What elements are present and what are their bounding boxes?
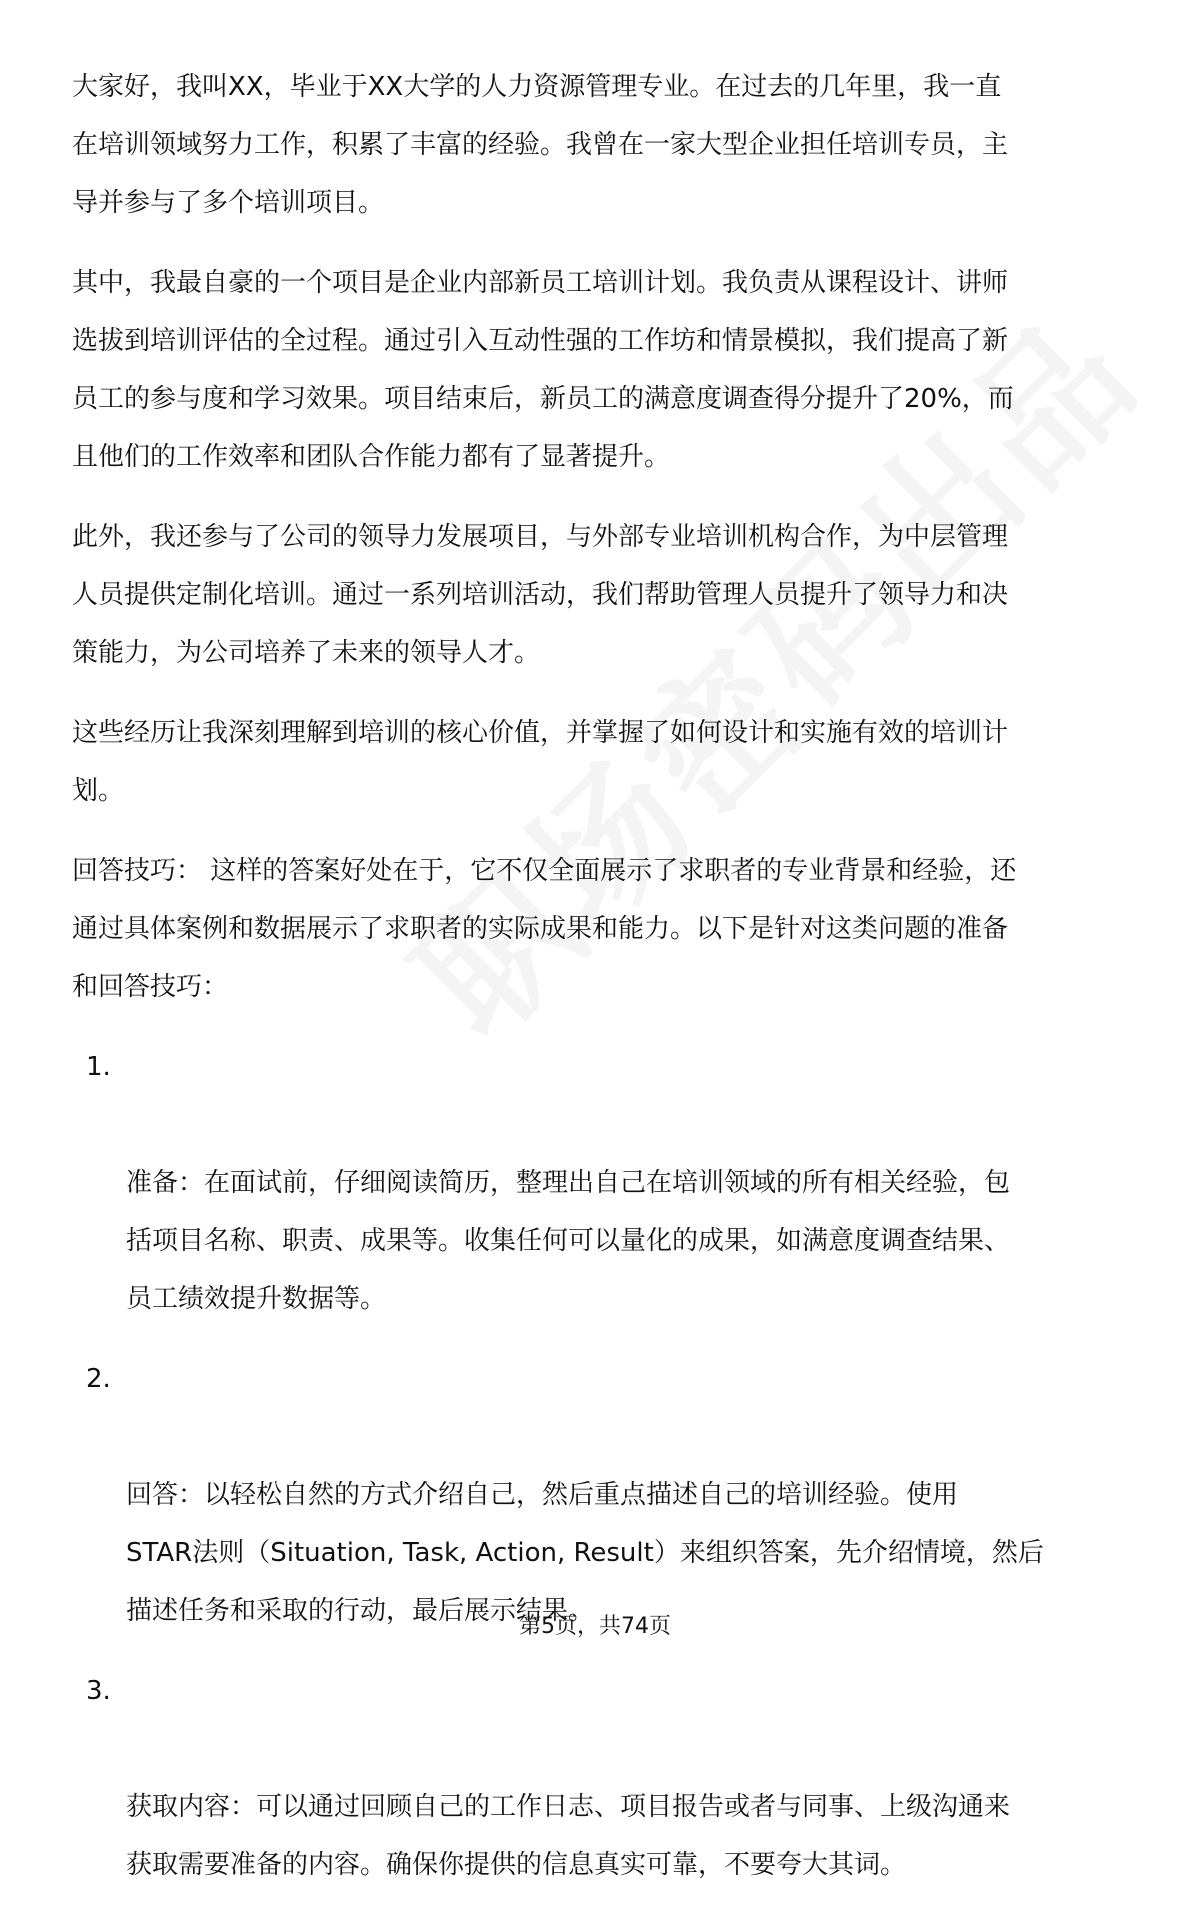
list-item bbox=[72, 1350, 1122, 1640]
page-number: 第5页，共74页 bbox=[519, 1614, 671, 1639]
paragraph-summary: 这些经历让我深刻理解到培训的核心价值，并掌握了如何设计和实施有效的培训计 划。 bbox=[72, 718, 1009, 806]
paragraph-leadership: 此外，我还参与了公司的领导力发展项目，与外部专业培训机构合作，为中层管理 人员提供定制化培训。通过一系列培训活动，我们帮助管理人员提升了领导力和决 策能力，为公司培养了未来的领导人才。 bbox=[72, 522, 1009, 668]
list-number: 2. bbox=[86, 1364, 111, 1394]
paragraph-project: 其中，我最自豪的一个项目是企业内部新员工培训计划。我负责从课程设计、讲师 选拔到培训评估的全过程。通过引入互动性强的工作坊和情景模拟，我们提高了新 员工的参与度和学习效果。项目结束后，新员工的满意度调查得分提升了20%，而 且他们的工作效率和团队合作能力都有了显著提升。 bbox=[72, 268, 1014, 472]
list-item-text: 准备：在面试前，仔细阅读简历，整理出自己在培训领域的所有相关经验，包 括项目名称、职责、成果等。收集任何可以量化的成果，如满意度调查结果、 员工绩效提升数据等。 bbox=[126, 1168, 1011, 1314]
paragraph-intro: 大家好，我叫XX，毕业于XX大学的人力资源管理专业。在过去的几年里，我一直 在培训领域努力工作，积累了丰富的经验。我曾在一家大型企业担任培训专员，主 导并参与了多个培训项目。 bbox=[72, 72, 1009, 218]
paragraph-tips: 回答技巧： 这样的答案好处在于，它不仅全面展示了求职者的专业背景和经验，还 通过具体案例和数据展示了求职者的实际成果和能力。以下是针对这类问题的准备 和回答技巧： bbox=[72, 856, 1017, 1002]
list-item bbox=[72, 1038, 1122, 1328]
list-number: 3. bbox=[86, 1676, 111, 1706]
list-number: 1. bbox=[86, 1052, 111, 1082]
tips-list bbox=[72, 1038, 1122, 1894]
list-item-text: 回答：以轻松自然的方式介绍自己，然后重点描述自己的培训经验。使用 STAR法则（Situation, Task, Action, Result）来组织答案，先介绍情境，然后 描述任务和采取的行动，最后展示结果。 bbox=[126, 1480, 1044, 1626]
list-item-text: 获取内容：可以通过回顾自己的工作日志、项目报告或者与同事、上级沟通来 获取需要准备的内容。确保你提供的信息真实可靠，不要夸大其词。 bbox=[126, 1792, 1011, 1880]
list-item bbox=[72, 1662, 1122, 1894]
